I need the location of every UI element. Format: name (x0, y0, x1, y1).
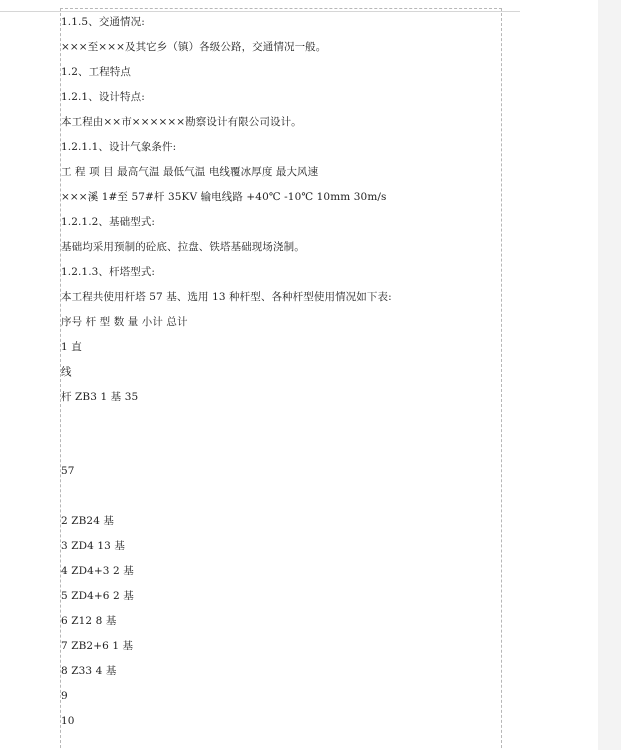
doc-line: 7 ZB2+6 1 基 (61, 640, 134, 652)
doc-line: 基础均采用预制的砼底、拉盘、铁塔基础现场浇制。 (61, 241, 305, 253)
doc-line: 4 ZD4+3 2 基 (61, 565, 134, 577)
doc-line: 序号 杆 型 数 量 小计 总计 (61, 316, 188, 328)
doc-line: 2 ZB24 基 (61, 515, 115, 527)
doc-line: 1.2.1.3、杆塔型式: (61, 266, 156, 278)
doc-line: 3 ZD4 13 基 (61, 540, 125, 552)
doc-line: 1 直 (61, 341, 82, 353)
doc-line: ×××溪 1#至 57#杆 35KV 输电线路 +40℃ -10℃ 10mm 30m/s (61, 191, 387, 203)
doc-line: 6 Z12 8 基 (61, 615, 117, 627)
doc-line: 1.1.5、交通情况: (61, 16, 145, 28)
doc-line: 线 (61, 366, 72, 378)
doc-line: 10 (61, 715, 75, 727)
doc-line: 1.2.1.1、设计气象条件: (61, 141, 177, 153)
doc-line: 工 程 项 目 最高气温 最低气温 电线覆冰厚度 最大风速 (61, 166, 319, 178)
window-gutter (598, 0, 621, 750)
doc-line: 57 (61, 465, 75, 477)
doc-line: 杆 ZB3 1 基 35 (61, 391, 139, 403)
doc-line: 1.2.1.2、基础型式: (61, 216, 156, 228)
doc-line: 本工程由××市××××××勘察设计有限公司设计。 (61, 116, 302, 128)
doc-line: 1.2、工程特点 (61, 66, 131, 78)
doc-line: 本工程共使用杆塔 57 基、选用 13 种杆型、各种杆型使用情况如下表: (61, 291, 392, 303)
doc-line: 9 (61, 690, 68, 702)
doc-line: 1.2.1、设计特点: (61, 91, 145, 103)
doc-line: ×××至×××及其它乡（镇）各级公路，交通情况一般。 (61, 41, 327, 53)
doc-line: 5 ZD4+6 2 基 (61, 590, 134, 602)
doc-line: 8 Z33 4 基 (61, 665, 117, 677)
